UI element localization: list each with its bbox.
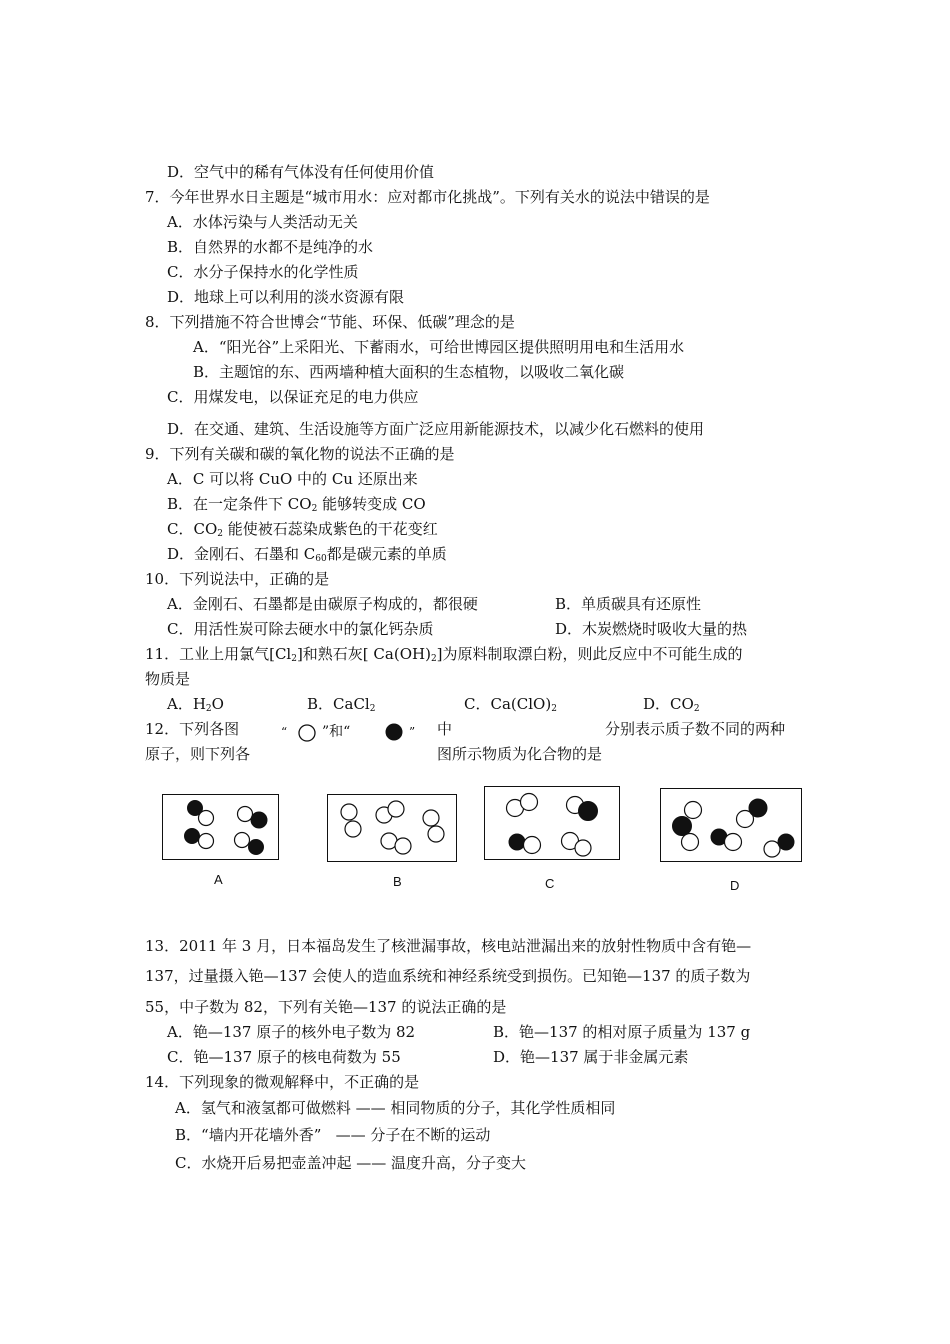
figure-a-molecules: [163, 795, 278, 859]
q14-stem: 14．下列现象的微观解释中，不正确的是: [145, 1073, 420, 1091]
q12-stem-tail: 分别表示质子数不同的两种: [605, 720, 786, 738]
q12-zhong: 中: [437, 720, 453, 738]
figure-c-molecules: [485, 787, 619, 859]
q11-stem-line2: 物质是: [145, 670, 191, 688]
q10-option-d: D．木炭燃烧时吸收大量的热: [555, 620, 748, 638]
q9-option-a: A．C 可以将 CuO 中的 Cu 还原出来: [167, 470, 418, 488]
q11-option-a: A．$H_2O$: [167, 695, 224, 714]
q7-stem: 7．今年世界水日主题是“城市用水：应对都市化挑战”。下列有关水的说法中错误的是: [145, 188, 710, 206]
q8-option-c: C．用煤发电，以保证充足的电力供应: [167, 388, 419, 406]
q13-stem-line1: 13．2011 年 3 月，日本福岛发生了核泄漏事故，核电站泄漏出来的放射性物质中含有铯—: [145, 937, 752, 955]
q10-option-a: A．金刚石、石墨都是由碳原子构成的，都很硬: [167, 595, 478, 613]
q7-option-d: D．地球上可以利用的淡水资源有限: [167, 288, 405, 306]
q10-stem: 10．下列说法中，正确的是: [145, 570, 330, 588]
q13-option-a: A．铯—137 原子的核外电子数为 82: [167, 1023, 416, 1041]
q12-quote-close: ”: [409, 725, 416, 739]
q9-option-c: C．$CO_2$ 能使被石蕊染成紫色的干花变红: [167, 520, 438, 539]
q11-option-d: D．$CO_2$: [643, 695, 700, 714]
white-atom-icon: [298, 724, 318, 744]
q12-stem-num: 12．下列各图: [145, 720, 240, 738]
q13-option-c: C．铯—137 原子的核电荷数为 55: [167, 1048, 401, 1066]
q11-option-b: B．CaCl$_2$: [307, 695, 376, 714]
q11-stem: 11．工业上用氯气$[Cl_2]$和熟石灰[ $Ca(OH)_2$]为原料制取漂白粉，则此反应中不可能生成的: [145, 645, 743, 664]
q14-option-a: A．氢气和液氢都可做燃料 —— 相同物质的分子，其化学性质相同: [175, 1099, 616, 1117]
q10-option-c: C．用活性炭可除去硬水中的氯化钙杂质: [167, 620, 434, 638]
figure-a-box: [162, 794, 279, 860]
q12-stem-line2b: 图所示物质为化合物的是: [437, 745, 603, 763]
q10-option-b: B．单质碳具有还原性: [555, 595, 702, 613]
q14-option-b: B．“墙内开花墙外香” —— 分子在不断的运动: [175, 1126, 491, 1144]
figure-b-label: B: [393, 874, 402, 889]
figure-c-box: [484, 786, 620, 860]
q8-option-a: A．“阳光谷”上采阳光、下蓄雨水，可给世博园区提供照明用电和生活用水: [193, 338, 685, 356]
black-atom-icon: [385, 723, 405, 743]
figure-b-box: [327, 794, 457, 862]
figure-c-label: C: [545, 876, 555, 891]
q7-option-a: A．水体污染与人类活动无关: [167, 213, 358, 231]
q9-stem: 9．下列有关碳和碳的氧化物的说法不正确的是: [145, 445, 455, 463]
q7-option-c: C．水分子保持水的化学性质: [167, 263, 359, 281]
q9-option-d: D．金刚石、石墨和 $C_{60}$都是碳元素的单质: [167, 545, 447, 564]
figure-d-box: [660, 788, 802, 862]
q12-stem-line2a: 原子，则下列各: [145, 745, 251, 763]
q8-option-b: B．主题馆的东、西两墙种植大面积的生态植物，以吸收二氧化碳: [193, 363, 625, 381]
q12-quote-open: “: [281, 725, 288, 739]
q12-mid-text: ”和“: [322, 724, 351, 740]
q7-option-b: B．自然界的水都不是纯净的水: [167, 238, 374, 256]
q8-option-d: D．在交通、建筑、生活设施等方面广泛应用新能源技术，以减少化石燃料的使用: [167, 420, 705, 438]
q13-option-b: B．铯—137 的相对原子质量为 137 g: [493, 1023, 751, 1041]
q13-stem-line3: 55，中子数为 82，下列有关铯—137 的说法正确的是: [145, 998, 507, 1016]
figure-d-molecules: [661, 789, 801, 861]
q13-stem-line2: 137，过量摄入铯—137 会使人的造血系统和神经系统受到损伤。已知铯—137 的质子数为: [145, 967, 751, 985]
figure-a-label: A: [214, 872, 223, 887]
q6-option-d: D．空气中的稀有气体没有任何使用价值: [167, 163, 435, 181]
q9-option-b: B．在一定条件下 $CO_2$ 能够转变成 CO: [167, 495, 426, 514]
figure-d-label: D: [730, 878, 740, 893]
figure-b-molecules: [328, 795, 456, 861]
q11-option-c: C．$Ca(ClO)_2$: [464, 695, 557, 714]
q14-option-c: C．水烧开后易把壶盖冲起 —— 温度升高，分子变大: [175, 1154, 527, 1172]
q8-stem: 8．下列措施不符合世博会“节能、环保、低碳”理念的是: [145, 313, 515, 331]
q13-option-d: D．铯—137 属于非金属元素: [493, 1048, 689, 1066]
